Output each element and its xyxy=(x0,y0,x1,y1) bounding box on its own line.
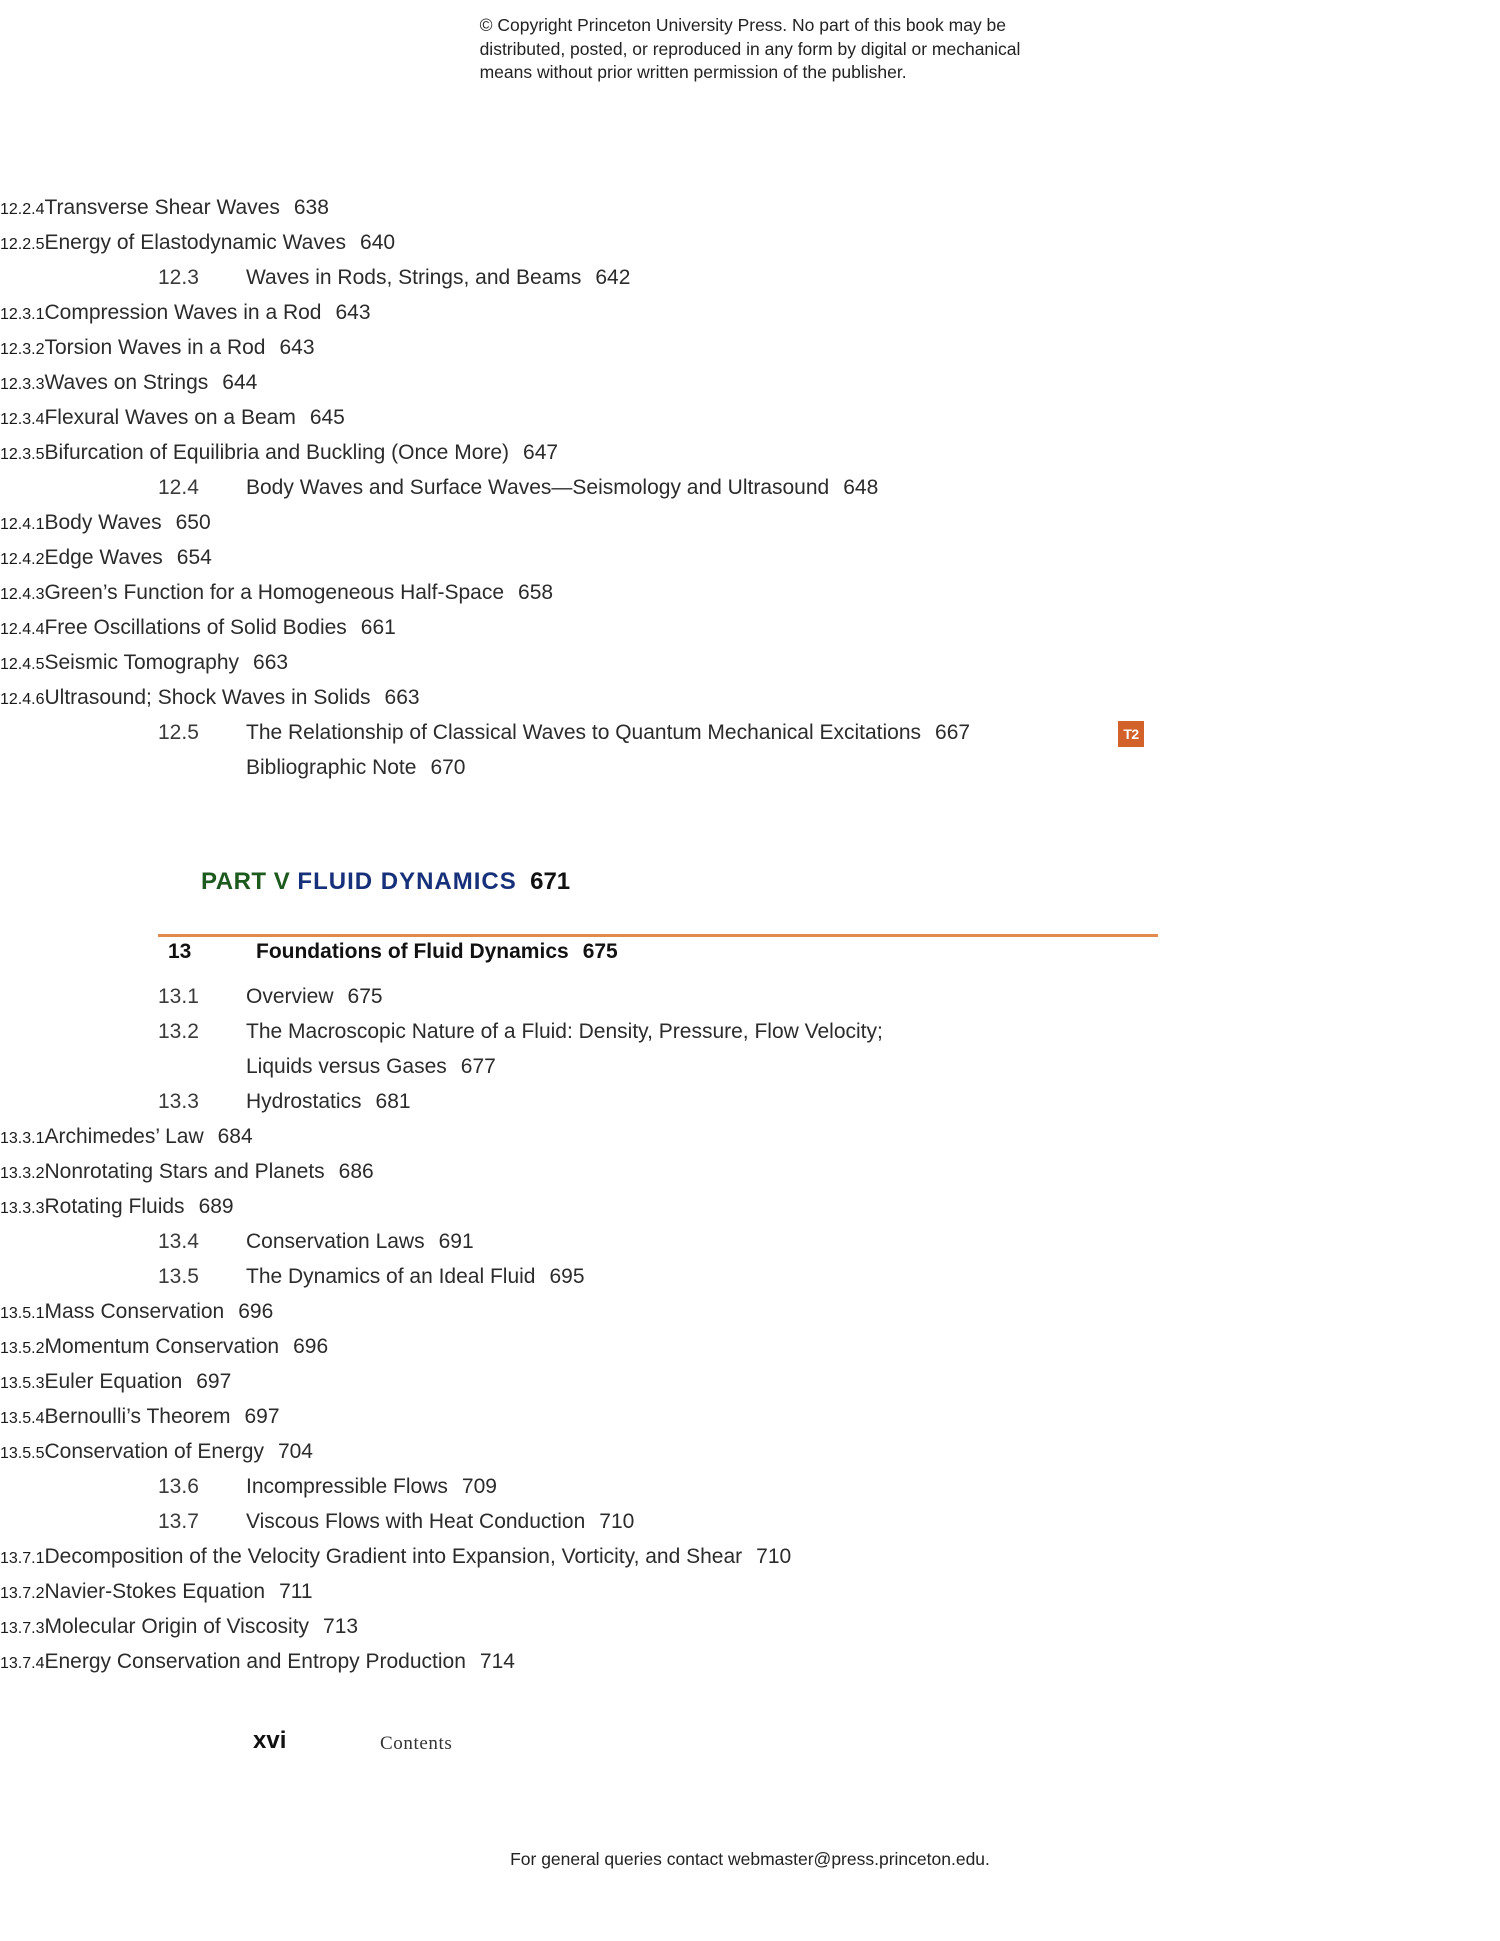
toc-entry-page: 670 xyxy=(430,756,466,779)
toc-entry-title: Navier-Stokes Equation xyxy=(44,1580,266,1603)
toc-entry[interactable] xyxy=(0,721,1500,756)
toc-entry[interactable] xyxy=(0,1160,1500,1195)
toc-entry-title: Overview xyxy=(246,985,334,1008)
toc-entry[interactable] xyxy=(0,1125,1500,1160)
toc-entry-title: The Relationship of Classical Waves to Quantum Mechanical Excitations xyxy=(246,721,922,744)
toc-entry[interactable] xyxy=(0,581,1500,616)
toc-entry[interactable] xyxy=(0,511,1500,546)
part-label: PART V xyxy=(201,868,291,895)
toc-entry-title: Ultrasound; Shock Waves in Solids xyxy=(44,686,371,709)
toc-entry-page: 697 xyxy=(244,1405,280,1428)
toc-entry-page: 681 xyxy=(375,1090,411,1113)
toc-entry-title: Viscous Flows with Heat Conduction xyxy=(246,1510,586,1533)
toc-entry-page: 696 xyxy=(293,1335,329,1358)
toc-entry[interactable] xyxy=(0,651,1500,686)
toc-list-chapter-13 xyxy=(0,940,1500,1685)
toc-entry[interactable] xyxy=(0,1580,1500,1615)
toc-entry[interactable] xyxy=(0,1265,1500,1300)
copyright-line-2: distributed, posted, or reproduced in any form by digital or mechanical xyxy=(479,38,1021,59)
toc-entry-number: 12.5 xyxy=(158,721,199,744)
toc-entry-title: Bibliographic Note xyxy=(246,756,417,779)
toc-entry[interactable] xyxy=(0,1335,1500,1370)
toc-entry-page: 710 xyxy=(599,1510,635,1533)
toc-entry-title: Conservation Laws xyxy=(246,1230,425,1253)
toc-entry-number: 12.3.4 xyxy=(0,411,45,428)
part-name: FLUID DYNAMICS xyxy=(297,868,517,895)
toc-entry[interactable] xyxy=(0,1475,1500,1510)
toc-entry-title: Body Waves and Surface Waves—Seismology and Ultrasound xyxy=(246,476,830,499)
toc-entry[interactable] xyxy=(0,756,1500,791)
toc-entry[interactable] xyxy=(0,196,1500,231)
toc-entry-title: Hydrostatics xyxy=(246,1090,362,1113)
toc-entry-title: The Dynamics of an Ideal Fluid xyxy=(246,1265,536,1288)
toc-entry[interactable] xyxy=(0,1090,1500,1125)
toc-entry-page: 642 xyxy=(595,266,631,289)
toc-entry[interactable] xyxy=(0,616,1500,651)
toc-entry[interactable] xyxy=(0,1650,1500,1685)
toc-entry-title: Green’s Function for a Homogeneous Half-Space xyxy=(44,581,505,604)
toc-entry[interactable] xyxy=(0,441,1500,476)
toc-entry-number: 13.7.4 xyxy=(0,1655,45,1672)
toc-entry[interactable] xyxy=(0,1230,1500,1265)
toc-entry-number: 13.3 xyxy=(158,1090,199,1113)
toc-entry-title: Archimedes’ Law xyxy=(44,1125,204,1148)
chapter-heading[interactable] xyxy=(0,940,1500,975)
toc-entry-number: 12.3.3 xyxy=(0,376,45,393)
toc-entry[interactable] xyxy=(0,336,1500,371)
toc-entry-title: Waves on Strings xyxy=(44,371,209,394)
toc-entry-page: 710 xyxy=(756,1545,792,1568)
toc-entry-page: 643 xyxy=(335,301,371,324)
toc-entry[interactable] xyxy=(0,1055,1500,1090)
toc-entry-page: 648 xyxy=(843,476,879,499)
chapter-number: 13 xyxy=(168,940,192,963)
toc-entry[interactable] xyxy=(0,546,1500,581)
toc-entry-page: 654 xyxy=(176,546,212,569)
toc-entry-page: 695 xyxy=(549,1265,585,1288)
toc-entry[interactable] xyxy=(0,266,1500,301)
toc-entry[interactable] xyxy=(0,371,1500,406)
toc-entry[interactable] xyxy=(0,985,1500,1020)
toc-entry-number: 13.5.2 xyxy=(0,1340,45,1357)
toc-entry-number-spacer xyxy=(158,1055,246,1079)
toc-entry-title: Edge Waves xyxy=(44,546,163,569)
toc-entry-page: 647 xyxy=(523,441,559,464)
toc-entry-number: 12.2.5 xyxy=(0,236,45,253)
toc-entry-page: 663 xyxy=(253,651,289,674)
toc-entry[interactable] xyxy=(0,1615,1500,1650)
toc-entry-page: 663 xyxy=(384,686,420,709)
toc-entry-page: 711 xyxy=(279,1580,313,1603)
toc-entry-title: Conservation of Energy xyxy=(44,1440,264,1463)
running-head: Contents xyxy=(380,1733,453,1754)
toc-entry-number: 12.4.6 xyxy=(0,691,45,708)
toc-entry-number: 13.5.5 xyxy=(0,1445,45,1462)
toc-entry-page: 686 xyxy=(338,1160,374,1183)
toc-entry[interactable] xyxy=(0,301,1500,336)
toc-entry-number: 13.5.4 xyxy=(0,1410,45,1427)
toc-entry-page: 650 xyxy=(175,511,211,534)
toc-entry[interactable] xyxy=(0,406,1500,441)
toc-entry-number: 13.5.1 xyxy=(0,1305,45,1322)
toc-entry-title: Body Waves xyxy=(44,511,162,534)
toc-entry-number: 13.2 xyxy=(158,1020,199,1043)
toc-entry-title: Molecular Origin of Viscosity xyxy=(44,1615,310,1638)
toc-entry-title: Free Oscillations of Solid Bodies xyxy=(44,616,347,639)
toc-entry[interactable] xyxy=(0,1405,1500,1440)
toc-entry-title: Nonrotating Stars and Planets xyxy=(44,1160,325,1183)
query-note: For general queries contact webmaster@press.princeton.edu. xyxy=(510,1849,990,1869)
toc-entry-title: Bifurcation of Equilibria and Buckling (Once More) xyxy=(44,441,510,464)
toc-entry[interactable] xyxy=(0,231,1500,266)
toc-entry-number: 13.4 xyxy=(158,1230,199,1253)
toc-entry-title: Liquids versus Gases xyxy=(246,1055,447,1078)
toc-entry-page: 684 xyxy=(217,1125,253,1148)
toc-entry-number: 12.3 xyxy=(158,266,199,289)
chapter-title: Foundations of Fluid Dynamics xyxy=(256,940,569,963)
toc-entry[interactable] xyxy=(0,1020,1500,1055)
toc-entry[interactable] xyxy=(0,1510,1500,1545)
toc-entry-number: 13.3.2 xyxy=(0,1165,45,1182)
copyright-line-1: © Copyright Princeton University Press. No part of this book may be xyxy=(479,15,1007,35)
toc-entry-number: 13.7.2 xyxy=(0,1585,45,1602)
toc-entry-page: 644 xyxy=(222,371,258,394)
toc-entry-number: 13.1 xyxy=(158,985,199,1008)
toc-entry-number: 12.4 xyxy=(158,476,199,499)
toc-entry-page: 697 xyxy=(196,1370,232,1393)
toc-entry[interactable] xyxy=(0,1300,1500,1335)
toc-entry-number: 13.3.3 xyxy=(0,1200,45,1217)
page-folio: xvi xyxy=(253,1727,287,1754)
toc-entry-title: Momentum Conservation xyxy=(44,1335,280,1358)
toc-entry-title: Energy of Elastodynamic Waves xyxy=(44,231,347,254)
toc-entry-title: Incompressible Flows xyxy=(246,1475,448,1498)
toc-entry-page: 714 xyxy=(479,1650,515,1673)
toc-entry-title: Mass Conservation xyxy=(44,1300,225,1323)
toc-entry-number: 13.5.3 xyxy=(0,1375,45,1392)
part-page-number: 671 xyxy=(530,868,571,895)
toc-entry-number: 12.4.1 xyxy=(0,516,45,533)
toc-entry[interactable] xyxy=(0,1440,1500,1475)
toc-entry-number: 13.6 xyxy=(158,1475,199,1498)
toc-entry-title: Compression Waves in a Rod xyxy=(44,301,322,324)
toc-entry-number: 12.3.2 xyxy=(0,341,45,358)
toc-entry-title: Bernoulli’s Theorem xyxy=(44,1405,231,1428)
part-banner xyxy=(158,840,1158,937)
toc-entry-title: Decomposition of the Velocity Gradient into Expansion, Vorticity, and Shear xyxy=(44,1545,743,1568)
toc-entry-page: 704 xyxy=(277,1440,313,1463)
toc-entry-number: 12.4.5 xyxy=(0,656,45,673)
toc-entry-page: 691 xyxy=(438,1230,474,1253)
toc-entry-page: 638 xyxy=(293,196,329,219)
toc-entry-page: 696 xyxy=(238,1300,274,1323)
toc-entry-title: The Macroscopic Nature of a Fluid: Density, Pressure, Flow Velocity; xyxy=(246,1020,883,1043)
copyright-notice xyxy=(0,14,1500,85)
toc-entry-title: Torsion Waves in a Rod xyxy=(44,336,266,359)
toc-entry[interactable] xyxy=(0,1370,1500,1405)
toc-entry-title: Euler Equation xyxy=(44,1370,183,1393)
toc-entry-title: Seismic Tomography xyxy=(44,651,240,674)
toc-entry-page: 667 xyxy=(935,721,971,744)
toc-entry[interactable] xyxy=(0,1545,1500,1580)
toc-entry-page: 661 xyxy=(360,616,396,639)
toc-entry-title: Flexural Waves on a Beam xyxy=(44,406,296,429)
toc-entry-number: 12.3.1 xyxy=(0,306,45,323)
track-two-badge: T2 xyxy=(1118,721,1144,747)
toc-entry-number: 13.7.1 xyxy=(0,1550,45,1567)
toc-entry[interactable] xyxy=(0,476,1500,511)
toc-entry-page: 713 xyxy=(323,1615,359,1638)
toc-entry-page: 675 xyxy=(347,985,383,1008)
toc-entry-page: 645 xyxy=(309,406,345,429)
toc-entry-title: Rotating Fluids xyxy=(44,1195,185,1218)
toc-entry-title: Energy Conservation and Entropy Production xyxy=(44,1650,466,1673)
toc-entry-page: 640 xyxy=(360,231,396,254)
toc-entry-number: 13.5 xyxy=(158,1265,199,1288)
toc-entry-number: 12.2.4 xyxy=(0,201,45,218)
toc-entry-page: 709 xyxy=(461,1475,497,1498)
toc-entry-page: 689 xyxy=(198,1195,234,1218)
part-divider-rule xyxy=(158,934,1158,937)
toc-entry-page: 643 xyxy=(279,336,315,359)
copyright-line-3: means without prior written permission of the publisher. xyxy=(479,62,907,82)
toc-entry-number: 12.3.5 xyxy=(0,446,45,463)
toc-entry-title: Waves in Rods, Strings, and Beams xyxy=(246,266,582,289)
toc-entry-number: 12.4.2 xyxy=(0,551,45,568)
toc-entry-number: 12.4.3 xyxy=(0,586,45,603)
toc-entry[interactable] xyxy=(0,686,1500,721)
chapter-page: 675 xyxy=(582,940,618,963)
toc-entry-title: Transverse Shear Waves xyxy=(44,196,280,219)
toc-entry-number: 12.4.4 xyxy=(0,621,45,638)
toc-entry-number: 13.3.1 xyxy=(0,1130,45,1147)
toc-entry-page: 658 xyxy=(518,581,554,604)
toc-entry[interactable] xyxy=(0,1195,1500,1230)
toc-list-chapter-12 xyxy=(0,196,1500,791)
toc-entry-number: 13.7 xyxy=(158,1510,199,1533)
toc-entry-page: 677 xyxy=(460,1055,496,1078)
toc-entry-number: 13.7.3 xyxy=(0,1620,45,1637)
